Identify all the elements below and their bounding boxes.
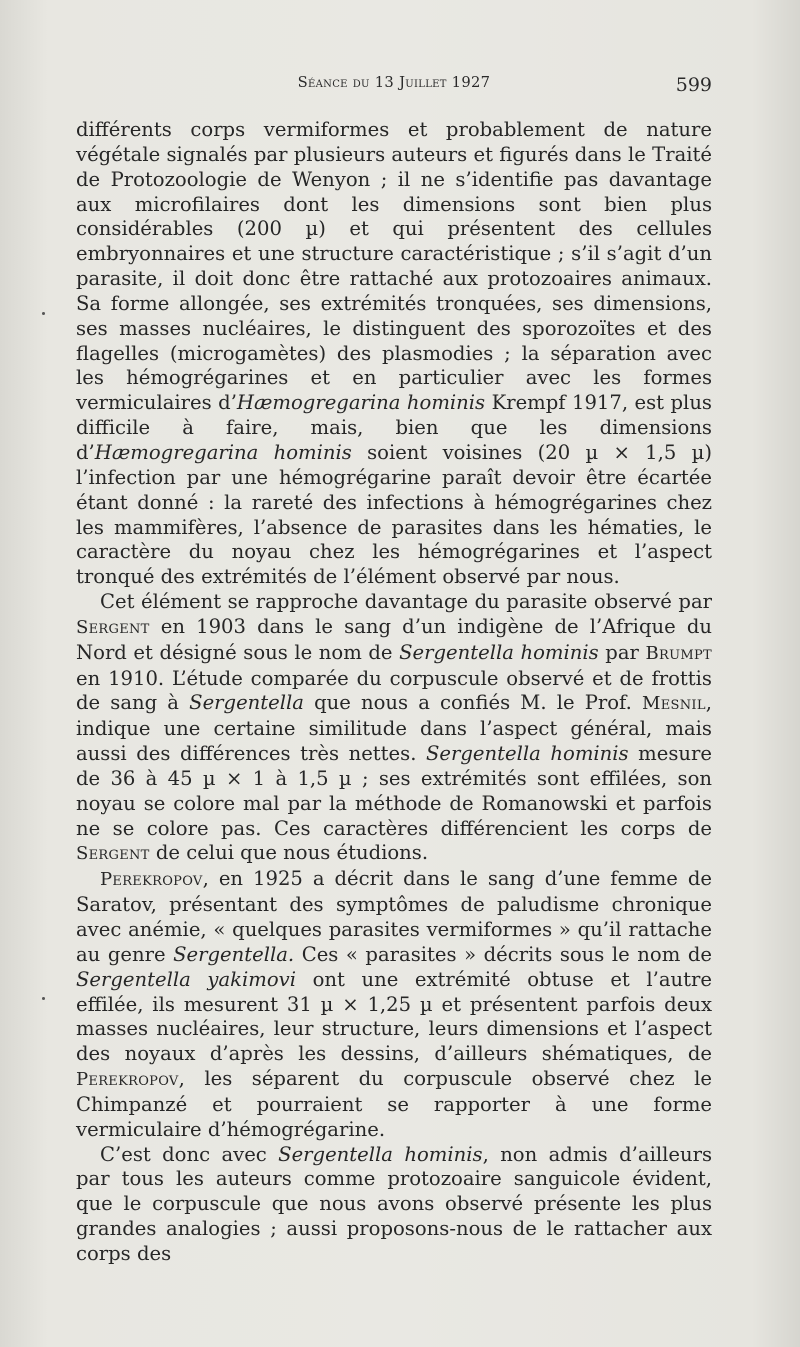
body-text (76, 118, 712, 1267)
author-name: Perekropov (76, 1069, 179, 1091)
text-run: , les séparent du corpuscule observé chez le Chimpanzé et pourraient se rapporter à une forme vermiculaire d’hémogrégarine. (76, 1067, 712, 1141)
text-run: de celui que nous étudions. (149, 841, 429, 865)
text-run: ont une extrémité obtuse et l’autre effilée, ils mesurent 31 µ × 1,25 µ et présentent parfois deux masses nucléaires, leur structure, leurs dimensions et l’aspect des noyaux d’après les dessins, d’ailleurs shématiques, de (76, 967, 712, 1066)
text-run: Krempf 1917, est plus difficile à faire, mais, bien que les dimensions d’ (76, 391, 712, 464)
text-run: par (598, 640, 646, 664)
paragraph (76, 590, 712, 867)
italic-term: Sergentella. (173, 942, 295, 966)
text-run: Cet élément se rapproche davantage du parasite observé par (100, 590, 712, 614)
print-speck (42, 312, 45, 315)
italic-term: Hæmogregarina hominis (94, 440, 352, 464)
text-run: C’est donc avec (100, 1142, 279, 1166)
text-run: en 1903 dans le sang d’un indigène de l’Afrique du Nord et désigné sous le nom de (76, 614, 712, 664)
paragraph (76, 867, 712, 1142)
text-run: , en 1925 a décrit dans le sang d’une femme de Saratov, présentant des symptômes de paludisme chronique avec anémie, « quelques parasites vermiformes » qu’il rattache au genre (76, 867, 712, 966)
italic-term: Sergentella yakimovi (76, 967, 297, 991)
text-run: en 1910. L’étude comparée du corpuscule observé et de frottis de sang à (76, 666, 712, 715)
paragraph (76, 1143, 712, 1267)
page-number: 599 (675, 74, 712, 96)
author-name: Brumpt (645, 642, 712, 664)
italic-term: Sergentella hominis (278, 1142, 483, 1166)
running-head: Séance du 13 Juillet 1927 (297, 74, 491, 91)
author-name: Mesnil (641, 693, 706, 715)
text-run: Ces « parasites » décrits sous le nom de (294, 942, 712, 966)
page-header (76, 74, 712, 102)
italic-term: Sergentella hominis (399, 640, 599, 664)
italic-term: Sergentella hominis (426, 742, 629, 766)
text-run: soient voisines (20 µ × 1,5 µ) l’infection par une hémogrégarine paraît devoir être écartée étant donné : la rareté des infections à hémogrégarines chez les mammifères, l’absence de parasites dans les hématies, le caractère du noyau chez les hémogrégarines et l’aspect tronqué des extrémités de l’élément observé par nous. (76, 440, 712, 589)
paragraph (76, 118, 712, 590)
author-name: Perekropov (100, 869, 203, 891)
author-name: Sergent (76, 843, 150, 865)
print-speck (42, 997, 45, 1000)
author-name: Sergent (76, 616, 150, 638)
text-run: différents corps vermiformes et probablement de nature végétale signalés par plusieurs auteurs et figurés dans le Traité de Protozoologie de Wenyon ; il ne s’identifie pas davantage aux microfilaires dont les dimensions sont bien plus considérables (200 µ) et qui présentent des cellules embryonnaires et une structure caractéristique ; s’il s’agit d’un parasite, il doit donc être rattaché aux protozoaires animaux. Sa forme allongée, ses extrémités tronquées, ses dimensions, ses masses nucléaires, le distinguent des sporozoïtes et des flagelles (microgamètes) des plasmodies ; la séparation avec les hémogrégarines et en particulier avec les formes vermiculaires d’ (76, 118, 712, 415)
italic-term: Hæmogregarina hominis (236, 391, 486, 415)
text-run: , non admis d’ailleurs par tous les auteurs comme protozoaire sanguicole évident, que le corpuscule que nous avons observé présente les plus grandes analogies ; aussi proposons-nous de le rattacher aux corps des (76, 1142, 713, 1265)
text-run: , indique une certaine similitude dans l’aspect général, mais aussi des différences très nettes. (76, 691, 713, 766)
text-run: que nous a confiés M. le Prof. (303, 691, 642, 715)
text-run: mesure de 36 à 45 µ × 1 à 1,5 µ ; ses extrémités sont effilées, son noyau se colore mal par la méthode de Romanowski et parfois ne se colore pas. Ces caractères différencient les corps de (76, 742, 712, 840)
italic-term: Sergentella (189, 691, 304, 715)
